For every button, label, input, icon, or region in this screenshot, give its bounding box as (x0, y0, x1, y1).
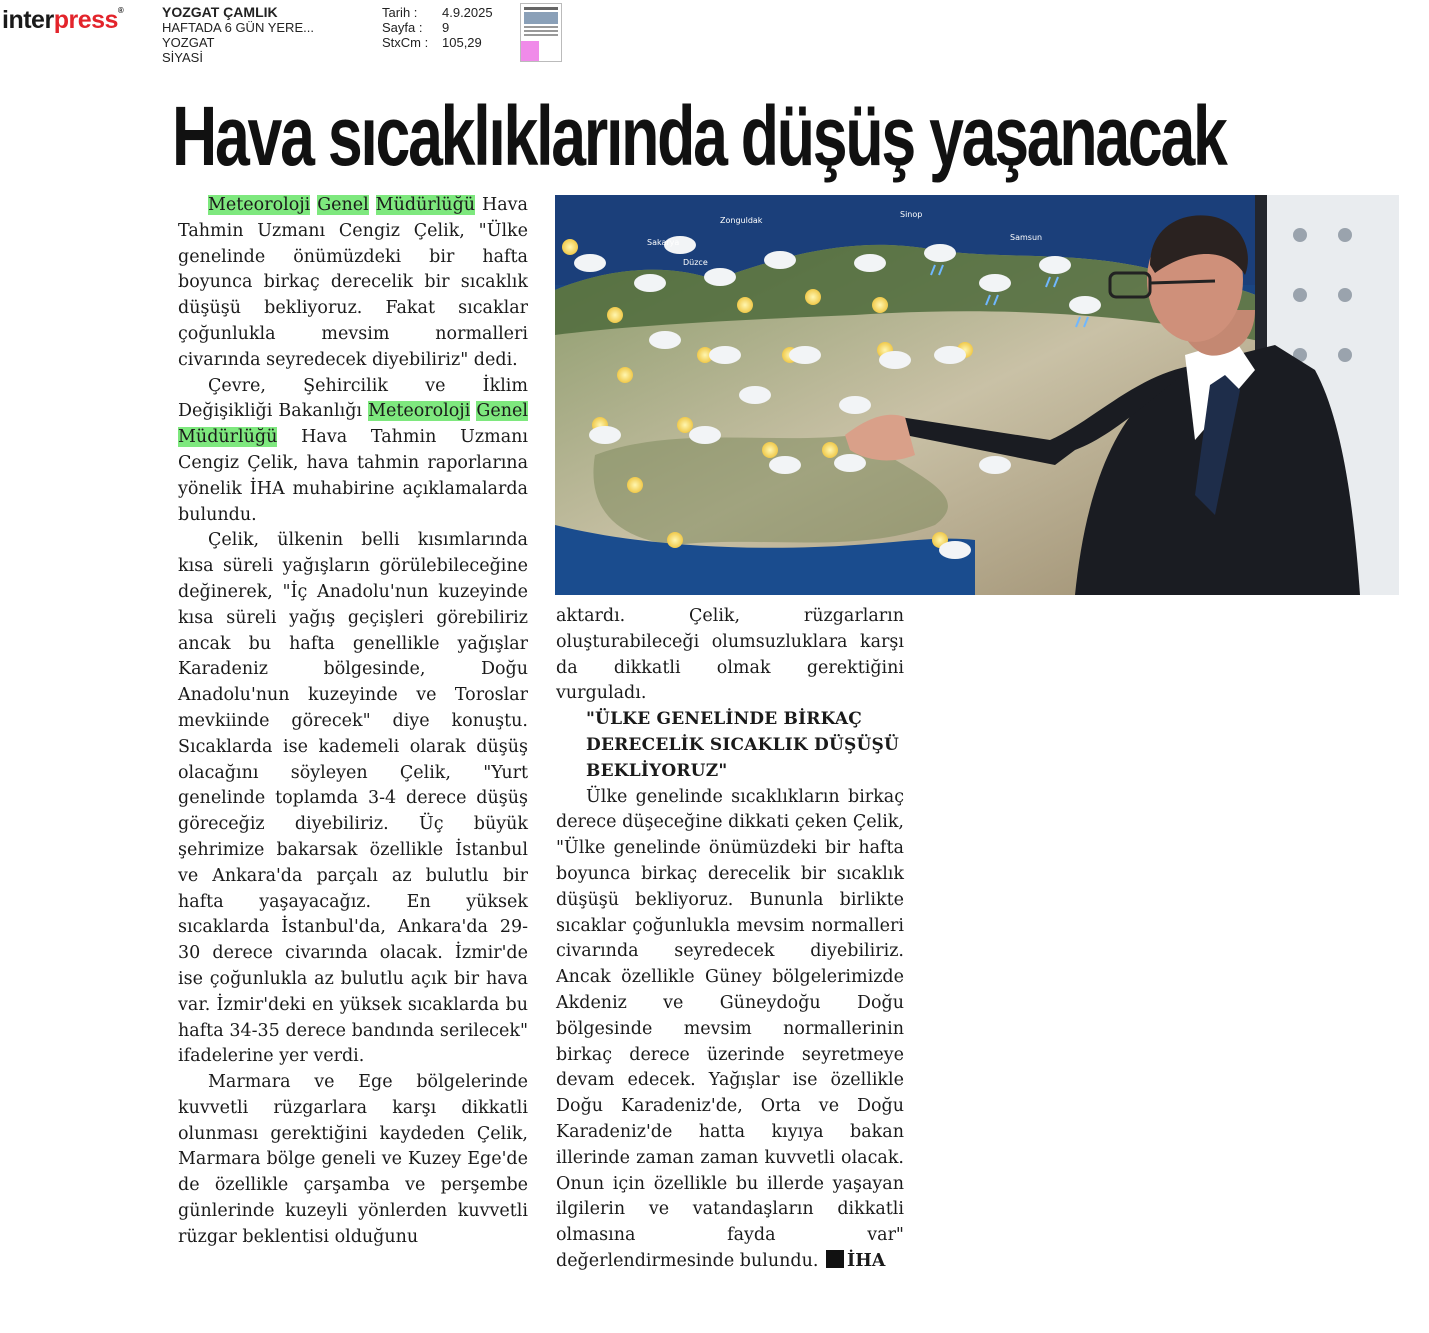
page-label: Sayfa : (382, 20, 423, 35)
clipping-info (382, 5, 493, 50)
highlighted-keyword: Meteoroloji (368, 401, 471, 422)
clipping-meta (162, 5, 314, 65)
map-label: Sakarya (647, 238, 680, 247)
paragraph-text: Ülke genelinde sıcaklıkların birkaç derece düşeceğine dikkati çeken Çelik, "Ülke genelinde önümüzdeki bir hafta boyunca birkaç derecelik bir sıcaklık düşüşü bekliyoruz. Bununla birlikte sıcaklar çoğunlukla mevsim normalleri civarında seyredecek diyebiliriz. Ancak özellikle Güney bölgelerimizde Akdeniz ve Güneydoğu Doğu bölgesinde mevsim normallerinin birkaç derece üzerinde seyretmeye devam edecek. Yağışlar ise özellikle Doğu Karadeniz'de, Orta ve Doğu Karadeniz'de hatta kıyıya bakan illerinde zaman zaman kuvvetli olacak. Onun için özellikle bu illerde yaşayan ilgilerin ve vatandaşların dikkatli olmasına fayda var" değerlendirmesinde bulundu. (556, 786, 904, 1271)
highlighted-keyword: Genel (317, 195, 369, 215)
publication-city: YOZGAT (162, 35, 215, 50)
weather-presenter-photo (555, 195, 1399, 595)
paragraph-3: Çelik, ülkenin belli kısımlarında kısa süreli yağışların görülebileceğine değinerek, "İç Anadolu'nun kuzeyinde kısa süreli yağış geçişleri görebiliriz ancak bu hafta genellikle yağışlar Karadeniz bölgesinde, Doğu Anadolu'nun kuzeyinde ve Toroslar mevkiinde görecek" diye konuştu. Sıcaklarda ise kademeli olarak düşüş olacağını söyleyen Çelik, "Yurt genelinde toplamda 3-4 derece düşüş göreceğiz diyebiliriz. Üç büyük şehrimize bakarsak özellikle İstanbul ve Ankara'da parçalı az bulutlu bir hafta yaşayacağız. En yüksek sıcaklarda İstanbul'da, Ankara'da 29-30 derece civarında olacak. İzmir'de ise çoğunlukla az bulutlu açık bir hava var. İzmir'deki en yüksek sıcaklarda bu hafta 34-35 derece bandında serilecek" ifadelerine yer verdi. (178, 530, 528, 1067)
paragraph-6 (556, 785, 904, 1275)
end-mark-icon (826, 1250, 844, 1268)
paragraph-text: Hava Tahmin Uzmanı Cengiz Çelik, hava tahmin raporlarına yönelik İHA muhabirine açıklamalarda bulundu. (178, 427, 528, 525)
article-subheading: "ÜLKE GENELİNDE BİRKAÇ DERECELİK SICAKLIK DÜŞÜŞÜ BEKLİYORUZ" (586, 709, 899, 781)
publication-frequency: HAFTADA 6 GÜN YERE... (162, 20, 314, 35)
map-label: Samsun (1010, 233, 1043, 242)
paragraph-text: Hava Tahmin Uzmanı Cengiz Çelik, "Ülke genelinde önümüzdeki bir hafta boyunca birkaç derecelik bir sıcaklık düşüşü bekliyoruz. Fakat sıcaklar çoğunlukla mevsim normalleri civarında seyredecek diyebiliriz" dedi. (178, 195, 528, 370)
article-column-2 (556, 604, 904, 1275)
logo-part-press: press (53, 6, 118, 34)
date-value: 4.9.2025 (442, 5, 493, 20)
stxcm-label: StxCm : (382, 35, 429, 50)
article-position-marker (521, 41, 539, 61)
registered-mark-icon: ® (117, 6, 124, 15)
page-row (382, 20, 493, 35)
highlighted-keyword: Müdürlüğü (178, 427, 278, 448)
date-label: Tarih : (382, 5, 418, 20)
page-value: 9 (442, 20, 450, 35)
date-row (382, 5, 493, 20)
stxcm-row (382, 35, 493, 50)
paragraph-text: Çevre, Şehircilik ve İklim Değişikliği Bakanlığı (178, 375, 528, 422)
paragraph-4: Marmara ve Ege bölgelerinde kuvvetli rüzgarlara karşı dikkatli olunması gerektiğini kaydeden Çelik, Marmara bölge geneli ve Kuzey Ege'de de özellikle çarşamba ve perşembe günlerinde kuzeyli yönlerden kuvvetli rüzgar beklentisi olduğunu (178, 1072, 528, 1247)
paragraph-2 (178, 374, 528, 529)
interpress-logo (2, 6, 123, 35)
page-thumbnail[interactable] (520, 3, 562, 62)
highlighted-keyword: Genel (476, 401, 528, 422)
publication-name: YOZGAT ÇAMLIK (162, 4, 278, 20)
stxcm-value: 105,29 (442, 35, 482, 50)
logo-part-inter: inter (2, 6, 54, 34)
source-signature: İHA (847, 1250, 886, 1271)
article-headline: Hava sıcaklıklarında düşüş yaşanacak (172, 89, 1226, 183)
paragraph-1 (178, 193, 528, 374)
paragraph-5: aktardı. Çelik, rüzgarların oluşturabileceği olumsuzluklara karşı da dikkatli olmak gerektiğini vurguladı. (556, 606, 904, 704)
map-label: Zonguldak (720, 216, 763, 225)
article-column-1 (178, 193, 528, 1251)
highlighted-keyword: Meteoroloji (208, 195, 311, 215)
map-label: Sinop (900, 210, 923, 219)
map-label: Düzce (683, 258, 708, 267)
publication-category: SİYASİ (162, 50, 203, 65)
article-photo (555, 195, 1399, 595)
highlighted-keyword: Müdürlüğü (375, 195, 476, 215)
